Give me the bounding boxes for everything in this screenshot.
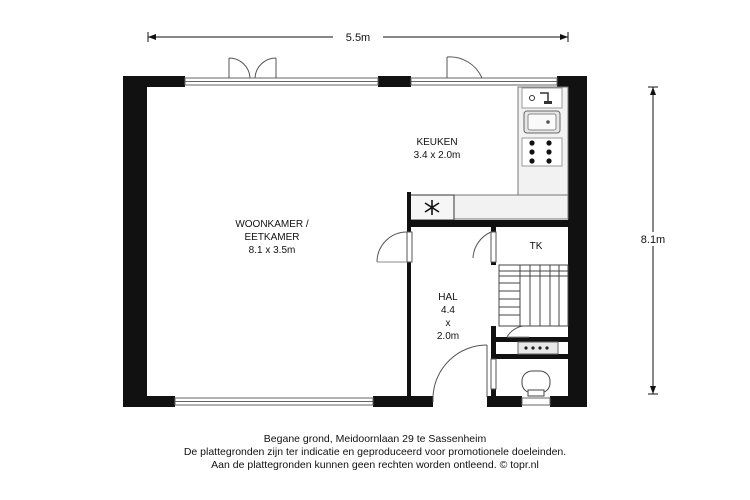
caption-disclaimer: De plattegronden zijn ter indicatie en geproduceerd voor promotionele doeleinden. <box>183 446 567 458</box>
height-dimension-label: 8.1m <box>640 234 666 246</box>
woonkamer-line2: EETKAMER <box>244 232 300 243</box>
hal-line3: x <box>445 318 451 329</box>
toilet <box>522 371 550 396</box>
room-label-hal <box>437 292 459 342</box>
caption-title: Begane grond, Meidoornlaan 29 te Sassenheim <box>263 433 487 445</box>
terrace-doors <box>229 57 482 78</box>
hal-name: HAL <box>438 292 458 303</box>
room-label-keuken <box>414 137 461 161</box>
stove <box>522 138 562 166</box>
woonkamer-size: 8.1 x 3.5m <box>248 245 296 256</box>
meter-cupboard <box>410 195 454 220</box>
room-label-tk <box>530 241 543 252</box>
meter-strip <box>518 342 558 354</box>
tk-name: TK <box>529 241 543 252</box>
width-dimension <box>148 29 568 44</box>
keuken-name: KEUKEN <box>416 137 458 148</box>
room-label-woonkamer <box>235 219 309 256</box>
kitchen-counter <box>518 87 568 195</box>
woonkamer-line1: WOONKAMER / <box>235 219 309 230</box>
keuken-size: 3.4 x 2.0m <box>413 150 461 161</box>
caption-copyright: Aan de plattegronden kunnen geen rechten worden ontleend. © topr.nl <box>211 459 539 471</box>
height-dimension <box>632 87 674 394</box>
width-dimension-label: 5.5m <box>345 32 371 44</box>
hal-line4: 2.0m <box>436 331 460 342</box>
hal-line2: 4.4 <box>441 305 455 316</box>
kitchen-counter-lower <box>454 195 568 219</box>
staircase <box>499 265 568 326</box>
